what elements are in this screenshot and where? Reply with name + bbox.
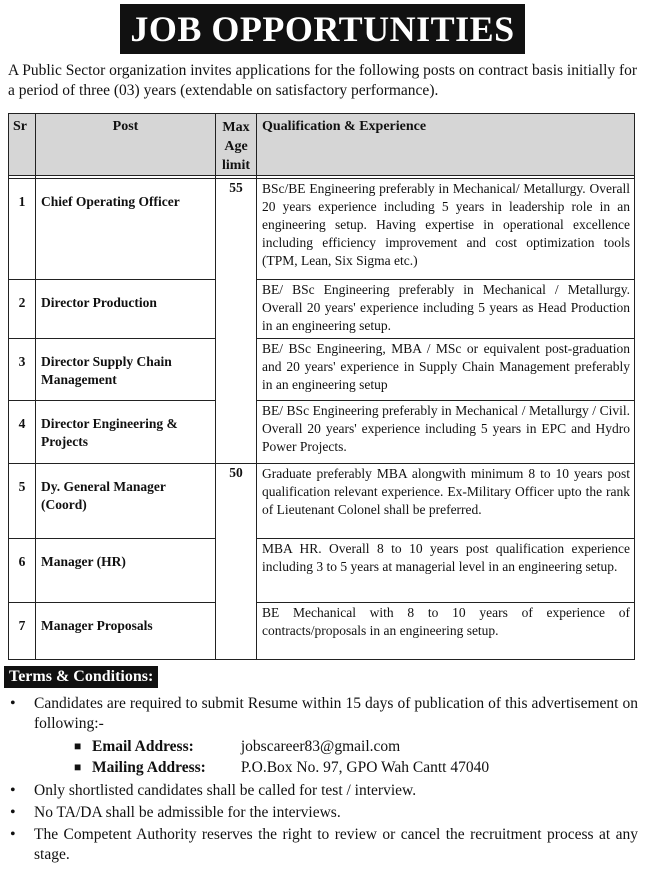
mailing-contact [74,757,638,778]
email-label: Email Address: [92,738,194,755]
row-qualification: BE/ BSc Engineering preferably in Mechanical / Metallurgy. Overall 20 years' experience including 5 years as Head Production in an engineering setup. [257,280,635,339]
row-qualification: MBA HR. Overall 8 to 10 years post qualification experience including 3 to 5 years at managerial level in an engineering setup. [257,539,635,603]
contact-list [74,736,638,778]
header-age: Max Age limit [216,114,257,176]
jobs-table [8,113,635,660]
header-qualification: Qualification & Experience [257,114,635,176]
table-row [9,401,635,464]
table-row [9,339,635,401]
terms-heading: Terms & Conditions: [4,666,158,688]
email-address[interactable]: jobscareer83@gmail.com [240,738,401,755]
row-sr: 7 [9,603,36,660]
header-post: Post [36,114,216,176]
table-row [9,603,635,660]
mailing-address: P.O.Box No. 97, GPO Wah Cantt 47040 [240,759,490,776]
terms-item-shortlisted: Only shortlisted candidates shall be called for test / interview. [34,782,417,799]
terms-item-ta-da: No TA/DA shall be admissible for the interviews. [34,804,341,821]
terms-item-authority: The Competent Authority reserves the right to review or cancel the recruitment process at any stage. [34,826,638,863]
terms-list [8,694,638,867]
table-row [9,464,635,539]
email-contact [74,736,638,757]
table-header-row [9,114,635,176]
row-sr: 2 [9,280,36,339]
age-limit-50: 50 [216,464,257,660]
list-item [8,781,638,801]
table-row [9,539,635,603]
row-qualification: BE/ BSc Engineering preferably in Mechanical / Metallurgy / Civil. Overall 20 years' experience including 5 years in EPC and Hydro Power Projects. [257,401,635,464]
row-qualification: BE/ BSc Engineering, MBA / MSc or equivalent post-graduation and 20 years' experience in Supply Chain Management preferably in an engineering setup [257,339,635,401]
list-item [8,803,638,823]
page-title: JOB OPPORTUNITIES [120,4,524,54]
intro-paragraph: A Public Sector organization invites applications for the following posts on contract basis initially for a period of three (03) years (extendable on satisfactory performance). [8,62,638,99]
list-item [8,694,638,778]
row-post: Director Supply Chain Management [36,339,216,401]
header-sr: Sr [9,114,36,176]
row-post: Manager (HR) [36,539,216,603]
row-qualification: BE Mechanical with 8 to 10 years of experience of contracts/proposals in an engineering setup. [257,603,635,660]
row-post: Manager Proposals [36,603,216,660]
row-qualification: BSc/BE Engineering preferably in Mechanical/ Metallurgy. Overall 20 years experience including 5 years in leadership role in an engineering setup. Having expertise in operational excellence including efficiency improvement and cost optimization tools (TPM, Lean, Six Sigma etc.) [257,179,635,280]
table-row [9,179,635,280]
row-post: Dy. General Manager (Coord) [36,464,216,539]
row-sr: 5 [9,464,36,539]
row-post: Chief Operating Officer [36,179,216,280]
mailing-label: Mailing Address: [92,759,206,776]
table-row [9,280,635,339]
row-post: Director Production [36,280,216,339]
age-limit-55: 55 [216,179,257,464]
row-qualification: Graduate preferably MBA alongwith minimum 8 to 10 years post qualification relevant experience. Ex-Military Officer upto the rank of Lieutenant Colonel shall be preferred. [257,464,635,539]
row-sr: 6 [9,539,36,603]
row-post: Director Engineering & Projects [36,401,216,464]
row-sr: 3 [9,339,36,401]
list-item [8,825,638,865]
row-sr: 1 [9,179,36,280]
terms-item-submit-resume: Candidates are required to submit Resume within 15 days of publication of this advertisement on following:- [34,695,638,732]
title-banner [0,4,645,54]
row-sr: 4 [9,401,36,464]
